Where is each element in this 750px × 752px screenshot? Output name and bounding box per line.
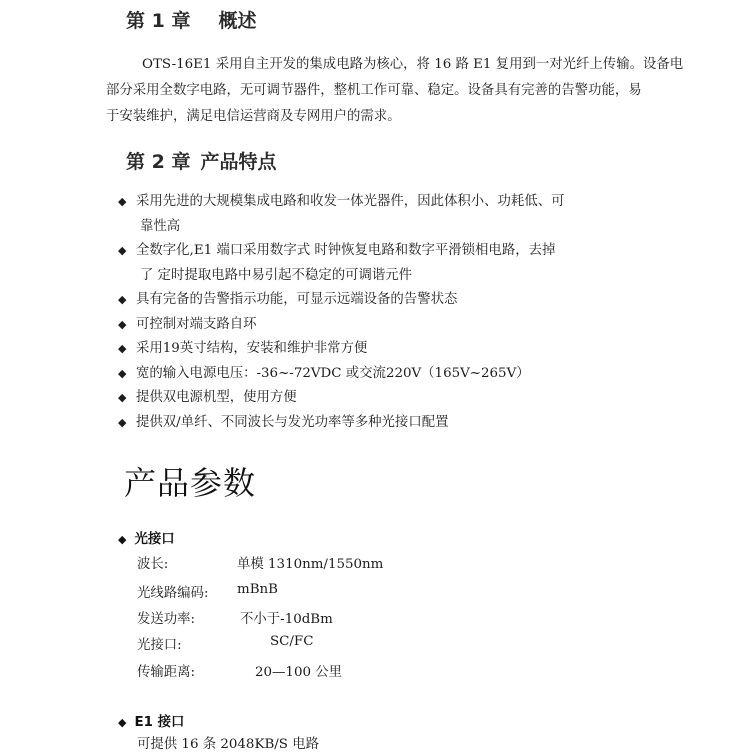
diamond-bullet-icon: ◆ [118, 317, 127, 331]
chapter-1-heading [126, 6, 256, 33]
diamond-bullet-icon: ◆ [118, 342, 127, 355]
feature-text: 提供双电源机型，使用方便 [136, 390, 297, 405]
feature-text: 宽的输入电源电压：-36~-72VDC 或交流220V（165V~265V） [136, 365, 530, 381]
feature-text: 可控制对端支路自环 [136, 316, 257, 332]
diamond-bullet-icon: ◆ [118, 244, 127, 257]
diamond-bullet-icon: ◆ [118, 293, 127, 306]
param-value: 单模 1310nm/1550nm [237, 557, 384, 572]
feature-text: 采用先进的大规模集成电路和收发一体光器件，因此体积小、功耗低、可 [136, 194, 565, 209]
chapter-2-label: 第 2 章 [126, 151, 191, 173]
diamond-bullet-icon: ◆ [118, 716, 127, 729]
param-label: 波长: [137, 557, 169, 572]
feature-item-5 [118, 337, 678, 362]
param-label: 光接口: [137, 638, 182, 653]
feature-text-cont: 了 定时提取电路中易引起不稳定的可调谐元件 [140, 267, 413, 283]
param-value: 20—100 公里 [255, 665, 343, 680]
e1-heading [118, 711, 184, 730]
overview-paragraph [106, 52, 684, 130]
diamond-bullet-icon: ◆ [118, 366, 127, 380]
overview-line-3: 于安装维护，满足电信运营商及专网用户的需求。 [106, 109, 401, 124]
feature-list [118, 190, 678, 435]
feature-item-4 [118, 313, 678, 338]
feature-item-1 [118, 190, 678, 239]
param-value: mBnB [237, 582, 279, 597]
overview-line-1: OTS-16E1 采用自主开发的集成电路为核心，将 16 路 E1 复用到一对光纤上传输。设备电 [142, 57, 684, 72]
overview-line-2: 部分采用全数字电路，无可调节器件，整机工作可靠、稳定。设备具有完善的告警功能，易 [106, 83, 642, 98]
diamond-bullet-icon: ◆ [118, 533, 127, 546]
params-title: 产品参数 [124, 464, 257, 502]
diamond-bullet-icon: ◆ [118, 415, 127, 429]
e1-description: 可提供 16 条 2048KB/S 电路 [137, 737, 320, 752]
chapter-2-heading [126, 147, 276, 174]
feature-item-2 [118, 239, 678, 288]
param-label: 发送功率: [137, 612, 196, 627]
param-value: SC/FC [270, 634, 314, 649]
param-value: 不小于-10dBm [240, 612, 333, 627]
feature-item-6 [118, 362, 678, 387]
feature-item-8 [118, 411, 678, 436]
feature-text: 提供双/单纤、不同波长与发光功率等多种光接口配置 [136, 414, 449, 430]
optical-heading-text: 光接口 [134, 532, 175, 547]
param-label: 光线路编码: [137, 586, 209, 601]
feature-text: 全数字化,E1 端口采用数字式 时钟恢复电路和数字平滑锁相电路，去掉 [136, 243, 556, 258]
feature-text: 采用19英寸结构，安装和维护非常方便 [136, 341, 368, 356]
feature-item-7 [118, 386, 678, 411]
diamond-bullet-icon: ◆ [118, 195, 127, 208]
feature-item-3 [118, 288, 678, 313]
chapter-1-label: 第 1 章 [126, 10, 191, 32]
feature-text-cont: 靠性高 [140, 218, 181, 234]
diamond-bullet-icon: ◆ [118, 391, 127, 404]
optical-heading [118, 528, 175, 547]
feature-text: 具有完备的告警指示功能，可显示远端设备的告警状态 [136, 292, 458, 307]
chapter-2-title: 产品特点 [200, 151, 277, 173]
param-label: 传输距离: [137, 665, 196, 680]
chapter-1-title: 概述 [218, 10, 257, 32]
e1-heading-text: E1 接口 [134, 715, 185, 730]
